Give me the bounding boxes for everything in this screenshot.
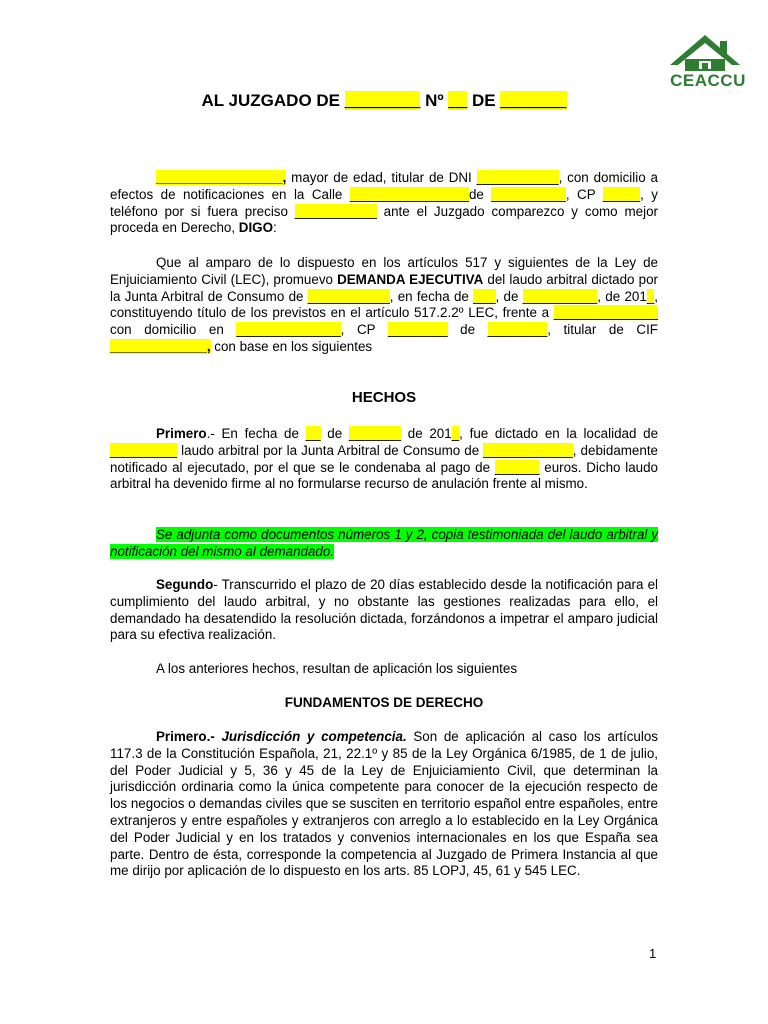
blank-field: _____ <box>602 186 641 202</box>
fundamento-primero-paragraph: Primero.- Jurisdicción y competencia. Son de aplicación al caso los artículos 117.3 de la Constitución Española, 21, 22.1º y 85 de la Ley Orgánica 6/1985, de 1 de julio, del Poder Judicial y 5, 36 y 45 de la Ley de Enjuiciamiento Civil, que determinan la jurisdicción ordinaria como la única competente para conocer de la ejecución respecto de los negocios o demandas civiles que se susciten en territorio español entre españoles, entre extranjeros y entre españoles y extranjeros con arreglo a lo establecido en la Ley Orgánica del Poder Judicial y en los tratados y convenios internacionales en los que España sea parte. Dentro de ésta, corresponde la competencia al Juzgado de Primera Instancia al que me dirijo por aplicación de lo dispuesto en los arts. 85 LOPJ, 45, 61 y 545 LEC. <box>110 729 658 879</box>
blank-field: ______________ <box>553 305 658 321</box>
hecho-primero-paragraph: Primero.- En fecha de __ de _______ de 201_, fue dictado en la localidad de _________ laudo arbitral por la Junta Arbitral de Consumo de ____________, debidamente notificado al ejecutado, por el que se le condenaba al pago de ______ euros. Dicho laudo arbitral ha devenido firme al no formularse recurso de anulación frente al mismo. <box>110 426 659 492</box>
blank-field: _____________, <box>110 338 211 354</box>
blank-field: __________ <box>491 186 566 202</box>
hecho-segundo-paragraph: Segundo- Transcurrido el plazo de 20 días establecido desde la notificación para el cumplimiento del laudo arbitral, y no obstante las gestiones realizadas para ello, el demandado ha desatendido la resolución dictada, forzándonos a impetrar el amparo judicial para su efectiva realización. <box>110 577 658 643</box>
blank-field: _______ <box>348 426 402 441</box>
page-number: 1 <box>649 946 657 961</box>
blank-field: ________________ <box>349 186 469 202</box>
ceaccu-logo <box>662 33 748 93</box>
blank-field: ___ <box>473 288 496 304</box>
blank-field: _______ <box>500 91 567 110</box>
blank-field: __ <box>448 91 468 110</box>
blank-field: ________ <box>487 322 548 338</box>
blank-field: __________ <box>522 288 598 304</box>
blank-field: ___________ <box>476 170 559 185</box>
blank-field: ___________ <box>294 203 377 219</box>
anteriores-paragraph: A los anteriores hechos, resultan de aplicación los siguientes <box>156 661 518 676</box>
blank-field: ______ <box>494 459 540 475</box>
fundamentos-heading: FUNDAMENTOS DE DERECHO <box>284 695 484 710</box>
highlighted-note: Se adjunta como documentos números 1 y 2, copia testimoniada del laudo arbitral y notificación del mismo al demandado. <box>110 527 658 559</box>
logo-text: CEACCU <box>670 71 746 90</box>
blank-field: ________ <box>387 322 448 338</box>
blank-field: ________ <box>344 91 421 110</box>
blank-field: _________________, <box>156 170 287 185</box>
blank-field: ____________ <box>483 442 573 458</box>
hechos-heading: HECHOS <box>351 389 417 406</box>
blank-field: _ <box>646 288 655 304</box>
blank-field: ___________ <box>307 288 390 304</box>
blank-field: _________ <box>110 442 178 458</box>
blank-field: _ <box>451 426 460 441</box>
amparo-paragraph: Que al amparo de lo dispuesto en los artículos 517 y siguientes de la Ley de Enjuiciamiento Civil (LEC), promuevo DEMANDA EJECUTIVA del laudo arbitral dictado por la Junta Arbitral de Consumo de ___________, en fecha de ___, de __________, de 201_, constituyendo título de los previstos en el artículo 517.2.2º LEC, frente a ______________ con domicilio en ______________, CP ________ de ________, titular de CIF _____________, con base en los siguientes <box>110 255 659 354</box>
page-title: AL JUZGADO DE ________ Nº __ DE _______ <box>201 91 567 110</box>
intro-paragraph: _________________, mayor de edad, titular de DNI ___________, con domicilio a efectos de notificaciones en la Calle ________________de __________, CP _____, y teléfono por si fuera preciso ___________ ante el Juzgado comparezco y como mejor proceda en Derecho, DIGO: <box>110 170 658 236</box>
blank-field: __ <box>305 426 321 441</box>
blank-field: ______________ <box>236 322 341 338</box>
adjunta-paragraph <box>110 527 658 561</box>
